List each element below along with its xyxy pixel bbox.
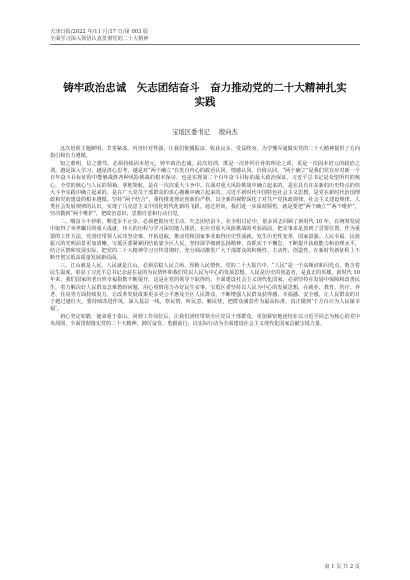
page-number: 第 1 页 共 2 页: [324, 564, 360, 570]
author-name: 殷向杰: [218, 129, 238, 136]
column-line: 全面学习深入领悟认真贯彻党的二十大精神: [50, 36, 149, 42]
article-title: 铸牢政治忠诚 矢志团结奋斗 奋力推动党的二十大精神扎实实践: [63, 82, 347, 108]
header-divider: [50, 44, 360, 45]
paragraph: 这次培训主题鲜明、节奏紧凑、内容针对性强，让我们依循振奋、收获良多、受益终身，为学懂弄通做实党的二十大精神提供了方向指引和有力遵循。: [50, 146, 360, 160]
paragraph: 三、江山就是人民，人民就是江山。必须站稳人民立场、厚植人民情怀。党的二十大报告中，“人民”是一个高频词和闪光点，饱含着民生温度，彰显了习近平总书记念兹在兹的为民情怀和我们党以人民为中心的发展思想。人民是历史的创造者，是真正的英雄。新时代 10 年来，我们国家的老百姓幸福指数不断提升，这是在党的领导下取得的。全面建设社会主义现代化国家，必须坚持在发展中保障和改善民生，着力解决好人民群众急难愁盼问题，用心用情用力办好民生实事。宝坻区委坚持以人民为中心的发展思想，在就业、教育、医疗、养老、住房等方面持续发力，让改革发展成果更多更公平惠及全区人民群众，不断增强人民群众获得感、幸福感、安全感，让人民群众的日子越过越红火。要持续改进作风，深入基层一线，察民情、听民意、解民忧，把群众满意作为最高标准，真正做到‘千方百计为人民谋幸福’。: [50, 263, 360, 313]
paragraph: 初心坚定如磐，使命重于泰山。回到工作岗位后，让我们团结带领全区党员干部群众，更加紧密地团结在以习近平同志为核心的党中央周围，全面贯彻落实党的二十大精神，踔厉奋发、勇毅前行，以实际行动为全面建设社会主义现代化国家贡献宝坻力量。: [50, 314, 360, 328]
byline: [0, 127, 410, 136]
paragraph: 知之愈明，信之愈笃。必须持续固本培元、铸牢政治忠诚。此次培训，既是一次补钙壮骨的理论之训，更是一次固本培元的政治之训。越是深入学习，越是清心思考，越是对“两个确立”有发自内心的政治认同、情感认同、价值认同。“两个确立”是我们党在应对新一个百年奋斗目标征程中能够战胜各种风险挑战的根本保证，也是实现第二个百年奋斗目标的最大政治保证。习近平总书记是众望所归的核心，全党的核心与人民的领袖、掌舵领航，是在一次次重大斗争中、在面对重大风险挑战中确立起来的，是在具有许多新的历史特点的伟大斗争实践中确立起来的，是在广大党员干部群众的衷心拥戴中确立起来的。习近平新时代中国特色社会主义思想，是党在新时代治国理政和党的建设的根本遵循。坚持“两个结合”，秉持推进理论创新的严格，以全新的视野深化了对共产党执政规律、社会主义建设规律、人类社会发展规律的认识，实现了马克思主义中国化时代化新的飞跃。通过培训，我们进一步深刻领悟，就是要把“两个确立”“两个维护”，坚决做到“两个维护”，把政治意识、思想自觉和行动自觉。: [50, 161, 360, 218]
source-line: 天津日报/2022 年/11 月/17 日/第 003 版: [50, 29, 149, 35]
author-role: 宝坻区委书记: [172, 129, 210, 136]
paragraph: 二、哪奋斗不停歇，唯进步不止步。必须把握历史主动、矢志团结奋斗。在全组讨论中，很多同志回顾了新时代 10 年，在统筹发展中取得了举世瞩目的重大成就，伟大的历程与学习深切地人体悟，在应对重大风险挑战的考验面前，把实事求是放到了首要位置，作为重要的工作方法，党团结带领人民攻坚克难、开拓进取，推动党和国家事业取得历史性成就、发生历史性变革，国家富强、人民幸福、民族振兴的光明前景更加清晰。宝坻区委紧紧团结依靠全区人民，坚持深学细研弘扬精神，真抓实干不懈怠，不断提升执政能力和治理水平，结合区情和发展实际，把党的二十大精神学习宣传贯彻好，充分调动激发广大干部群众的积极性、主动性、创造性，在新时代新征程上不断开创宝坻高质量发展新局面。: [50, 219, 360, 262]
article-body: [50, 146, 360, 328]
